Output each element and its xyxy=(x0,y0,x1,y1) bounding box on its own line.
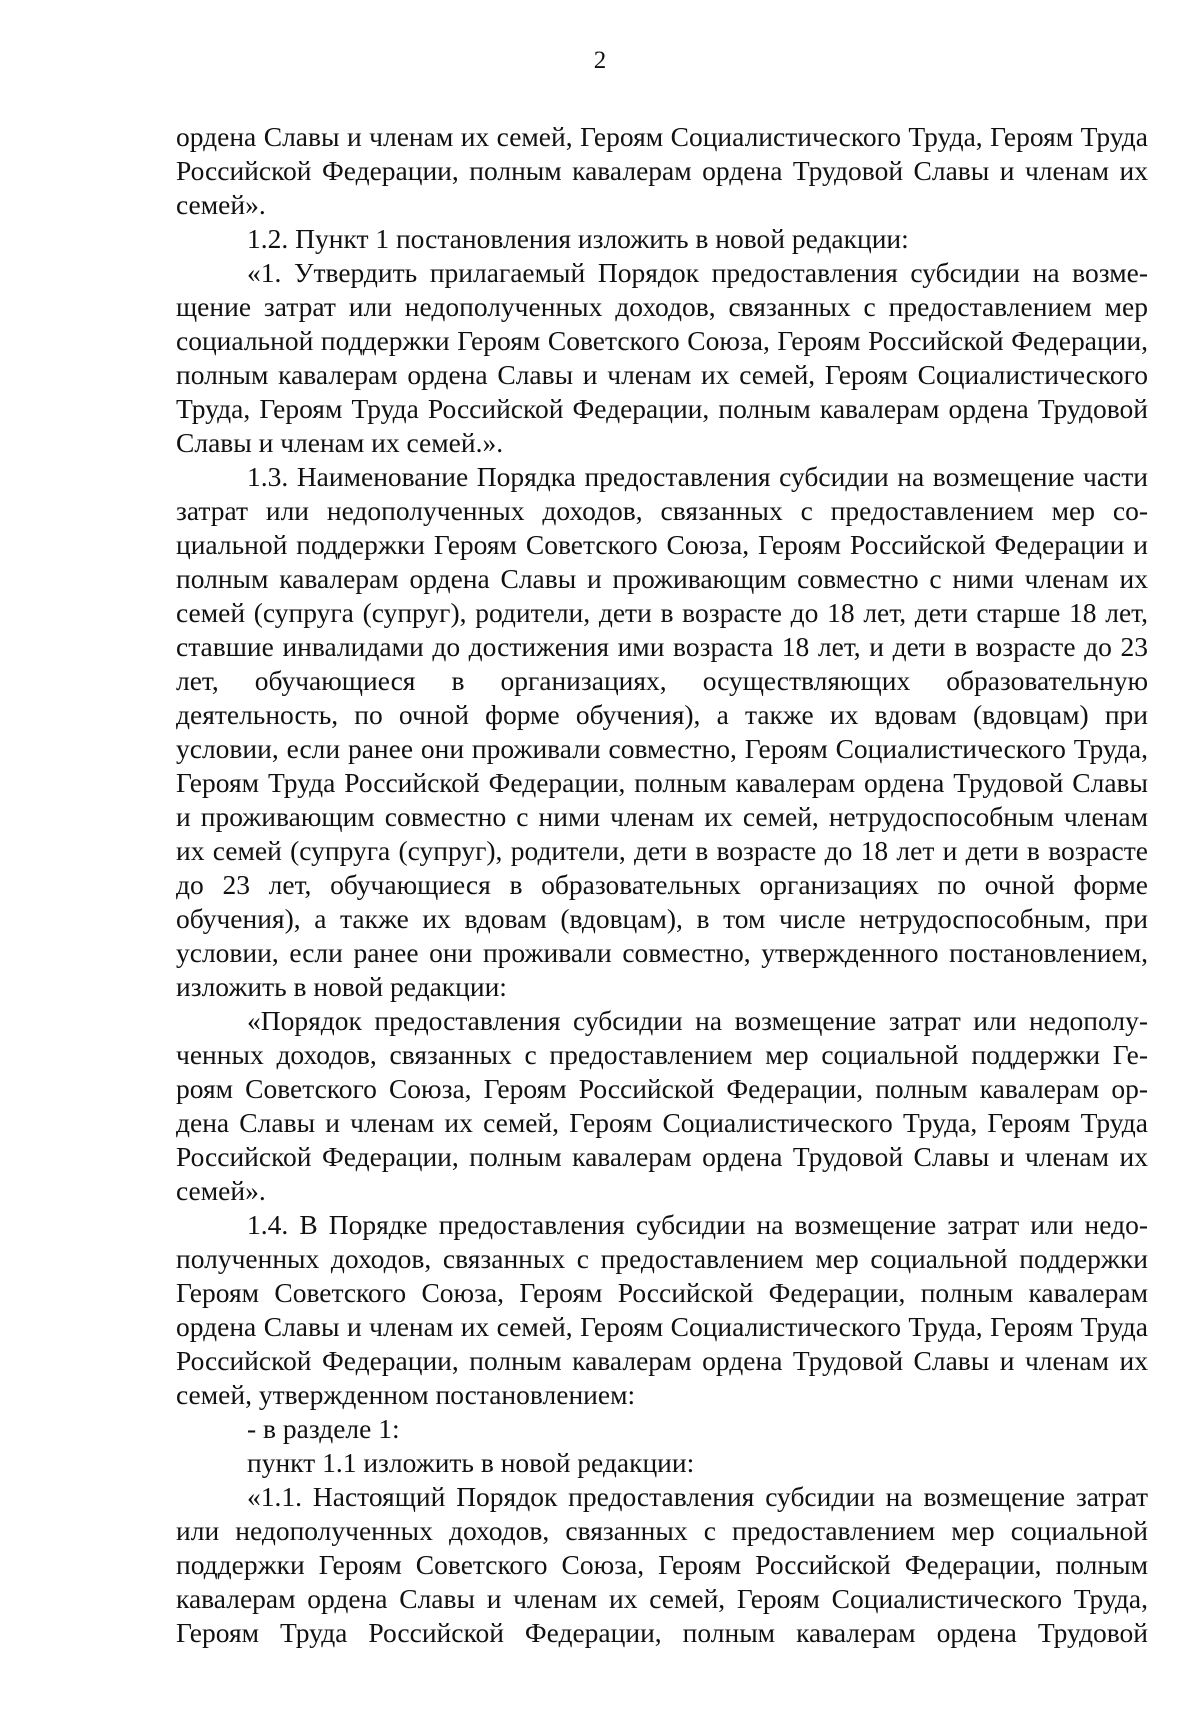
paragraph-section-1: - в разделе 1: xyxy=(247,1413,400,1444)
paragraph-1-3-quote: «Порядок предоставления субсидии на возмещение затрат или недополученных доходов, связанных с предоставлением мер социальной поддержки Героям Советского Союза, Героям Российской Федерации, полным кавалерам ордена Славы и членам их семей, Героям Социалистического Труда, Героям Труда Российской Федерации, полным кавалерам ордена Трудовой Славы и членам их семей». xyxy=(176,1005,1148,1206)
paragraph-1-4: 1.4. В Порядке предоставления субсидии на возмещение затрат или недополученных доходов, связанных с предоставлением мер социальной поддержки Героям Советского Союза, Героям Российской Федерации, полным кавалерам ордена Славы и членам их семей, Героям Социалистического Труда, Героям Труда Российской Федерации, полным кавалерам ордена Трудовой Славы и членам их семей, утвержденном постановлением: xyxy=(176,1209,1148,1410)
paragraph-1-2-quote: «1. Утвердить прилагаемый Порядок предоставления субсидии на возмещение затрат или недополученных доходов, связанных с предоставлением мер социальной поддержки Героям Советского Союза, Героям Российской Федерации, полным кавалерам ордена Славы и членам их семей, Героям Социалистического Труда, Героям Труда Российской Федерации, полным кавалерам ордена Трудовой Славы и членам их семей.». xyxy=(176,257,1148,458)
paragraph-item-1-1-quote: «1.1. Настоящий Порядок предоставления субсидии на возмещение затрат или недополученных доходов, связанных с предоставлением мер социальной поддержки Героям Советского Союза, Героям Российской Федерации, полным кавалерам ордена Славы и членам их семей, Героям Социалистического Труда, Героям Труда Российской Федерации, полным кавалерам ордена Трудовой xyxy=(176,1481,1148,1648)
document-body xyxy=(176,120,1148,1650)
page-number: 2 xyxy=(593,47,607,74)
paragraph-item-1-1-intro: пункт 1.1 изложить в новой редакции: xyxy=(247,1447,695,1478)
paragraph-continuation: ордена Славы и членам их семей, Героям Социалистического Труда, Героям Труда Российской Федерации, полным кавалерам ордена Трудовой Славы и членам их семей». xyxy=(176,121,1148,220)
paragraph-1-2: 1.2. Пункт 1 постановления изложить в новой редакции: xyxy=(247,223,909,254)
paragraph-1-3: 1.3. Наименование Порядка предоставления субсидии на возмещение части затрат или недополученных доходов, связанных с предоставлением мер социальной поддержки Героям Советского Союза, Героям Российской Федерации и полным кавалерам ордена Славы и проживающим совместно с ними членам их семей (супруга (супруг), родители, дети в возрасте до 18 лет, дети старше 18 лет, ставшие инвалидами до достижения ими возраста 18 лет, и дети в возрасте до 23 лет, обучающиеся в организациях, осуществляющих образовательную деятельность, по очной форме обучения), а также их вдовам (вдовцам) при условии, если ранее они проживали совместно, Героям Социалистического Труда, Героям Труда Российской Федерации, полным кавалерам ордена Трудовой Славы и проживающим совместно с ними членам их семей, нетрудоспособным членам их семей (супруга (супруг), родители, дети в возрасте до 18 лет и дети в возрасте до 23 лет, обучающиеся в образовательных организациях по очной форме обучения), а также их вдовам (вдовцам), в том числе нетрудоспособным, при условии, если ранее они проживали совместно, утвержденного постановлением, изложить в новой редакции: xyxy=(176,461,1148,1002)
